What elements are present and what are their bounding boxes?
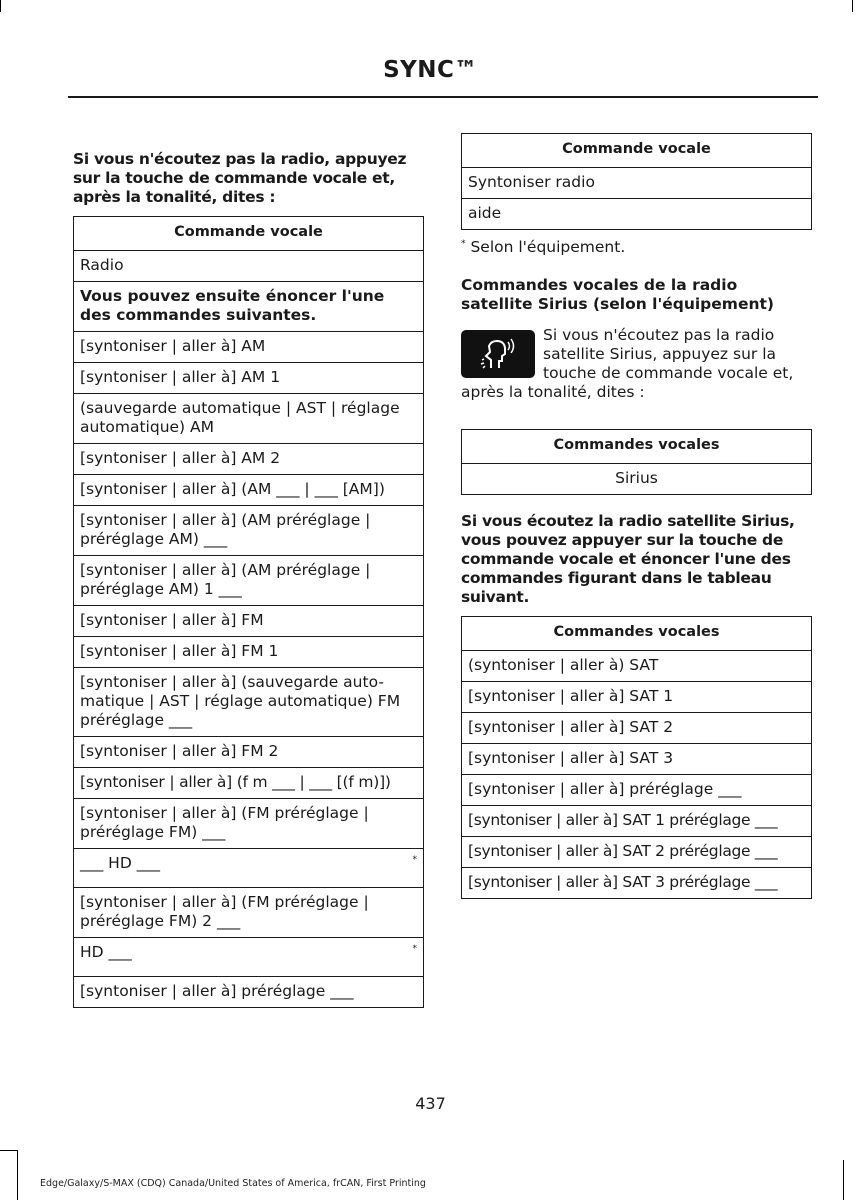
table-cell: [syntoniser | aller à] (sauvegarde auto-matique | AST | réglage automatique) FM préréglage ___ (74, 668, 424, 737)
voice-command-table-sirius (461, 429, 812, 495)
table-cell: [syntoniser | aller à] (FM préréglage | préréglage FM) ___ (74, 799, 424, 849)
footnote-marker: * (461, 238, 466, 249)
sirius-paragraph: Si vous écoutez la radio satellite Sirius, vous pouvez appuyer sur la touche de commande vocale et énoncer l'une des commandes figurant dans le tableau suivant. (461, 512, 795, 606)
table-cell-text: HD ___ (80, 943, 132, 961)
table-cell: [syntoniser | aller à] AM (74, 332, 424, 363)
table-cell: Sirius (462, 464, 812, 495)
corner-mark (843, 1160, 844, 1200)
table-cell: [syntoniser | aller à] SAT 1 préréglage ___ (462, 806, 812, 837)
table-cell: [syntoniser | aller à] (AM préréglage | préréglage AM) 1 ___ (74, 556, 424, 606)
table-cell: aide (462, 199, 812, 230)
table-cell: [syntoniser | aller à] FM (74, 606, 424, 637)
table-cell: [syntoniser | aller à] AM 2 (74, 444, 424, 475)
table-cell: Radio (74, 251, 424, 282)
voice-command-table-radio (73, 216, 424, 1008)
left-column (73, 150, 424, 1008)
table-cell: [syntoniser | aller à] SAT 2 (462, 713, 812, 744)
icon-paragraph: Si vous n'écoutez pas la radio satellite Sirius, appuyez sur la touche de commande vocale et, après la tonalité, dites : (461, 326, 794, 401)
table-cell: [syntoniser | aller à] (f m ___ | ___ [(f m)]) (74, 768, 424, 799)
footer-text: Edge/Galaxy/S-MAX (CDQ) Canada/United States of America, frCAN, First Printing (40, 1178, 426, 1189)
table-cell: (sauvegarde automatique | AST | réglage automatique) AM (74, 394, 424, 444)
table-cell: [syntoniser | aller à] (FM préréglage | préréglage FM) 2 ___ (74, 888, 424, 938)
table-cell: [syntoniser | aller à] préréglage ___ (74, 977, 424, 1008)
table-cell: [syntoniser | aller à] (AM préréglage | préréglage AM) ___ (74, 506, 424, 556)
footnote-marker: * (412, 855, 417, 865)
header-rule (68, 96, 818, 98)
right-column (461, 133, 812, 899)
table-cell-text: ___ HD ___ (80, 854, 160, 872)
table-cell: [syntoniser | aller à] (AM ___ | ___ [AM]) (74, 475, 424, 506)
voice-command-table-general (461, 133, 812, 230)
table-cell: (syntoniser | aller à) SAT (462, 651, 812, 682)
page-number: 437 (415, 1094, 446, 1113)
table-header: Commandes vocales (462, 430, 812, 464)
section-title: Commandes vocales de la radio satellite Sirius (selon l'équipement) (461, 276, 774, 313)
table-cell (74, 938, 424, 977)
table-cell: [syntoniser | aller à] FM 2 (74, 737, 424, 768)
left-intro-paragraph: Si vous n'écoutez pas la radio, appuyez sur la touche de commande vocale et, après la tonalité, dites : (73, 150, 407, 206)
footnote-text: Selon l'équipement. (470, 238, 626, 256)
icon-paragraph-block (461, 326, 812, 402)
table-header: Commandes vocales (462, 617, 812, 651)
page-title: SYNC™ (383, 57, 478, 83)
footnote-marker: * (412, 944, 417, 954)
table-header: Commande vocale (74, 217, 424, 251)
table-cell: [syntoniser | aller à] SAT 2 préréglage ___ (462, 837, 812, 868)
corner-mark (0, 1150, 17, 1151)
footnote (461, 238, 812, 256)
corner-mark (852, 0, 853, 12)
table-cell: [syntoniser | aller à] SAT 3 préréglage ___ (462, 868, 812, 899)
table-cell: [syntoniser | aller à] AM 1 (74, 363, 424, 394)
table-cell: [syntoniser | aller à] préréglage ___ (462, 775, 812, 806)
table-cell: [syntoniser | aller à] SAT 3 (462, 744, 812, 775)
table-cell: [syntoniser | aller à] SAT 1 (462, 682, 812, 713)
voice-command-icon (461, 330, 535, 378)
table-cell: Vous pouvez ensuite énoncer l'une des commandes suivantes. (74, 282, 424, 332)
table-cell (74, 849, 424, 888)
table-cell: [syntoniser | aller à] FM 1 (74, 637, 424, 668)
table-cell: Syntoniser radio (462, 168, 812, 199)
corner-mark (17, 1150, 18, 1200)
corner-mark (0, 0, 1, 12)
voice-command-table-sat (461, 616, 812, 899)
table-header: Commande vocale (462, 134, 812, 168)
